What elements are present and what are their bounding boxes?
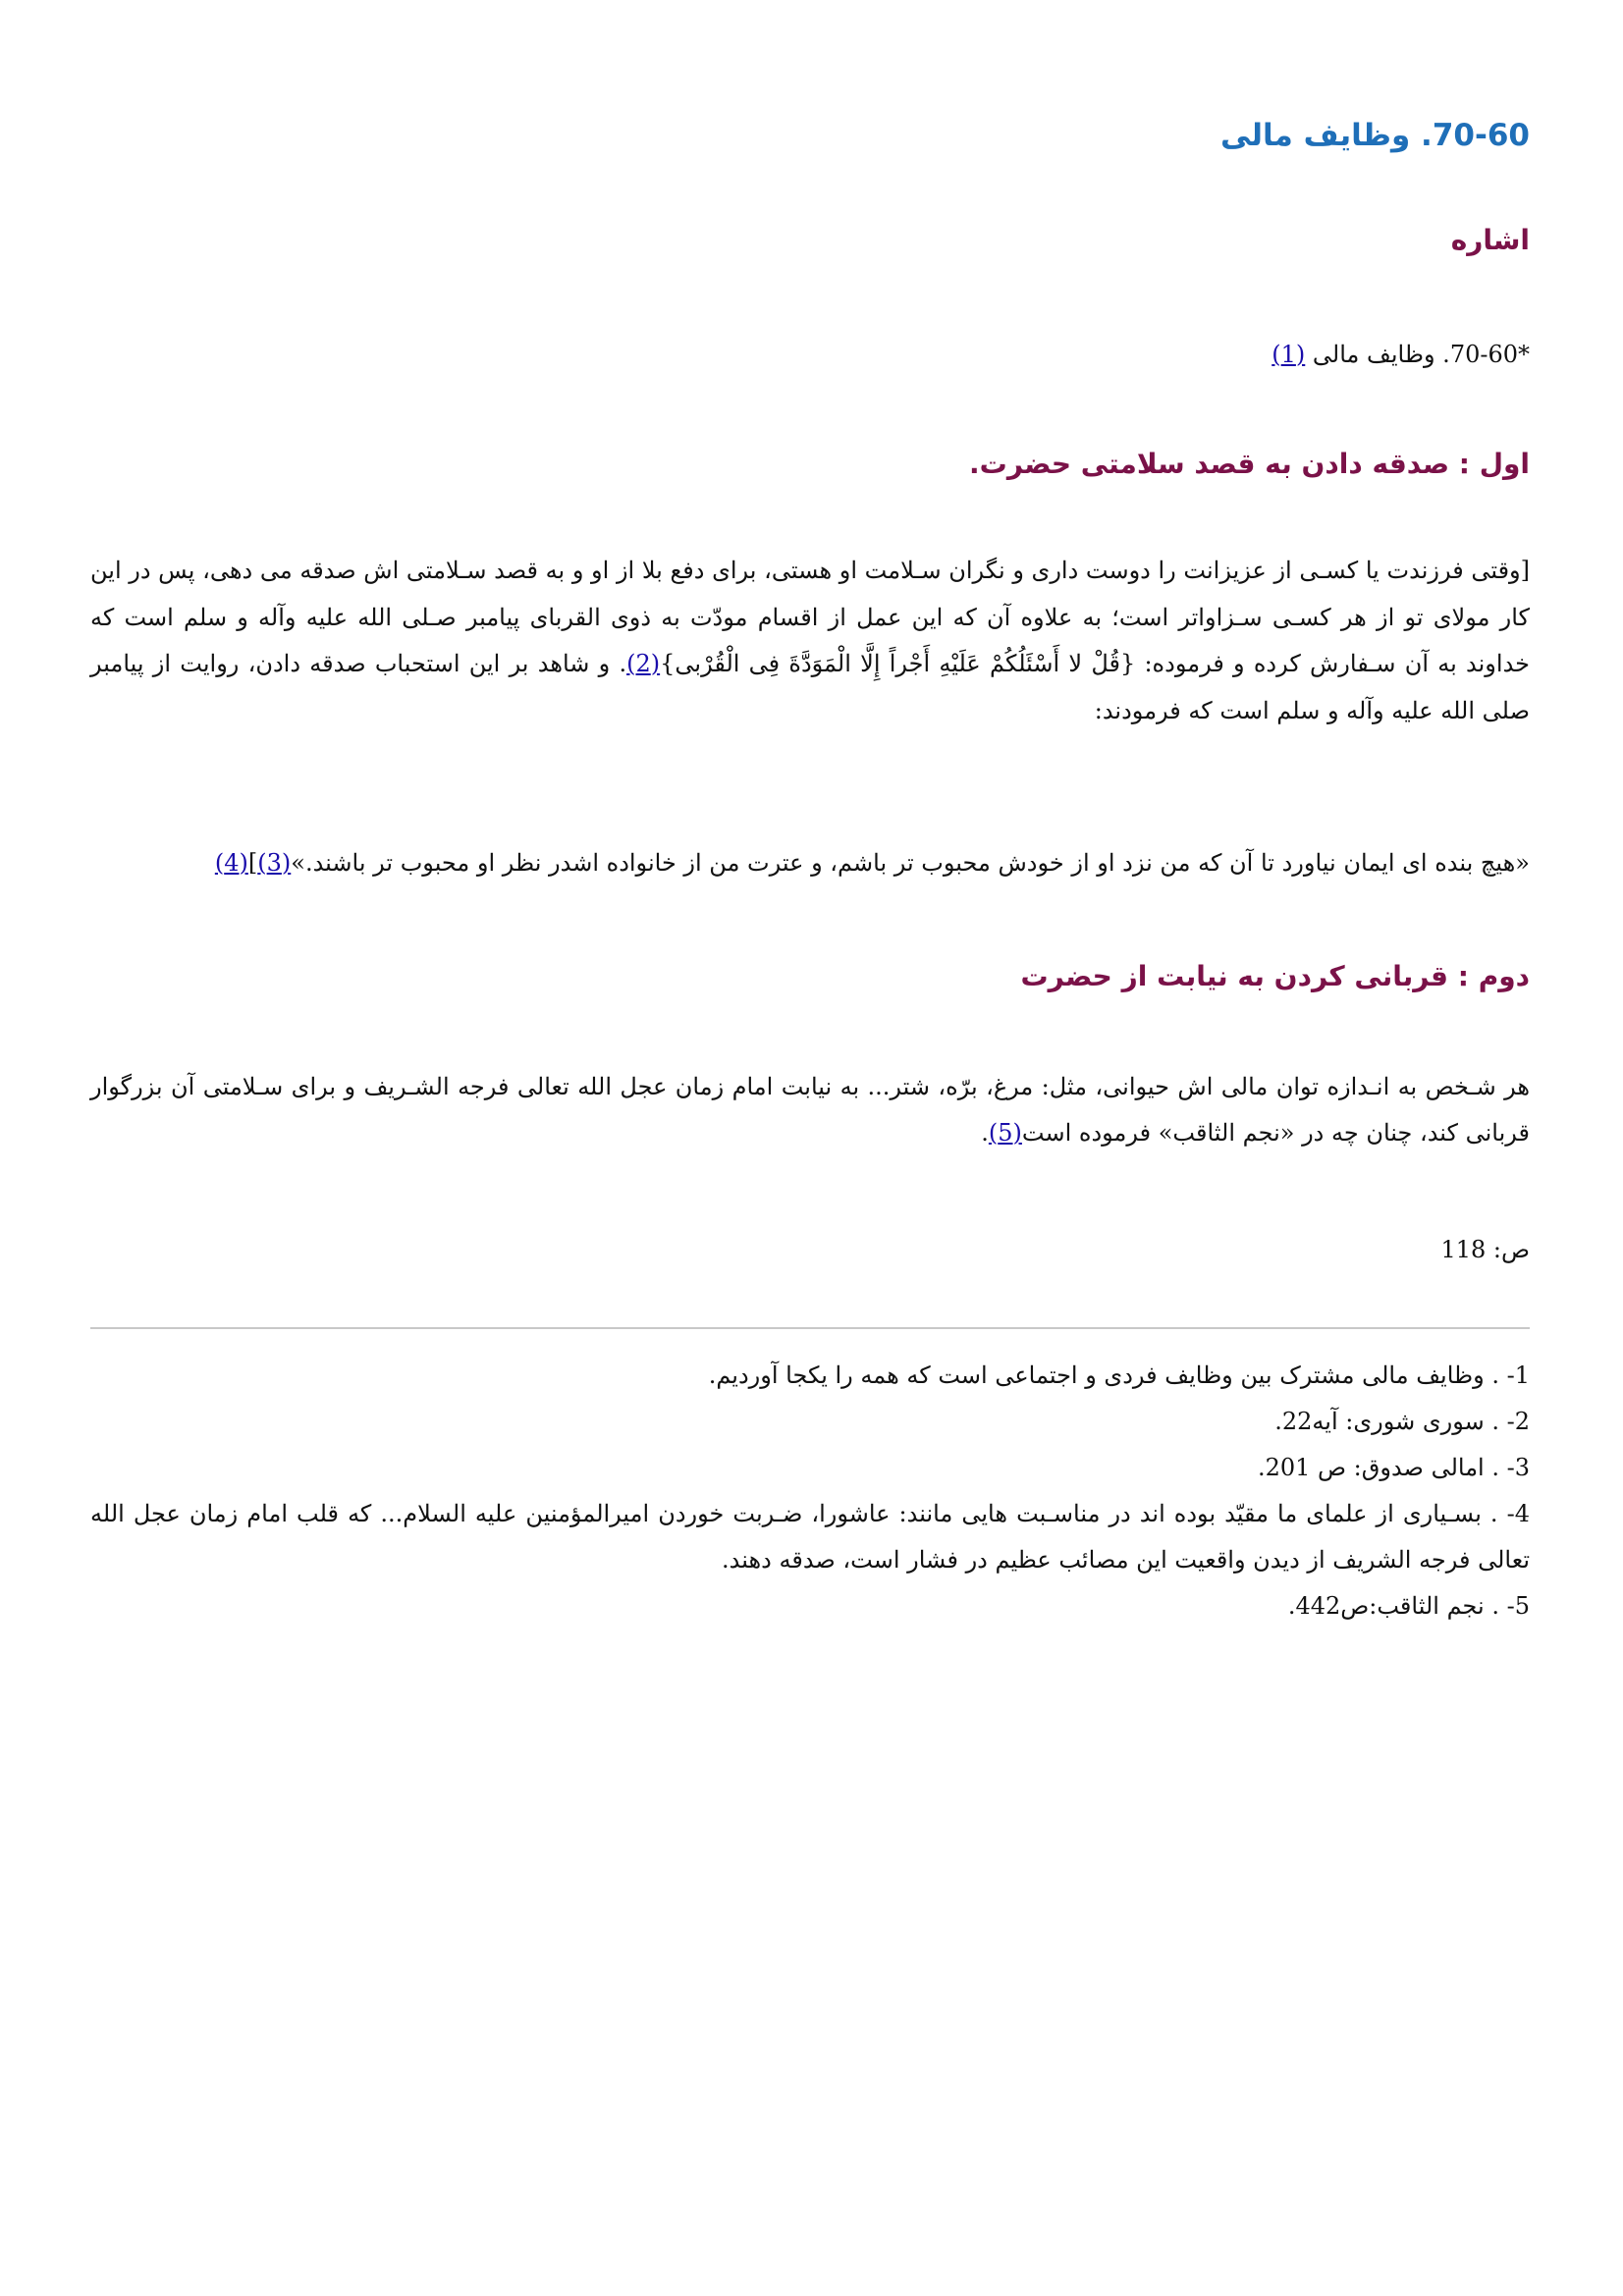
intro-line: [90, 332, 1530, 378]
footnote-divider: [90, 1327, 1530, 1329]
quote-text: «هیچ بنده ای ایمان نیاورد تا آن که من نزد او از خودش محبوب تر باشم، و عترت من از خانواده اشدر نظر او محبوب تر باشند.»: [291, 849, 1530, 877]
footnote-1: 1- . وظایف مالی مشترک بین وظایف فردی و اجتماعی است که همه را یکجا آوردیم.: [708, 1362, 1530, 1389]
footnote-4: 4- . بسـیاری از علمای ما مقیّد بوده اند در مناسـبت هایی مانند: عاشورا، ضـربت خوردن امیرالمؤمنین علیه السلام... که قلب امام زمان عجل الله تعالی فرجه الشریف از دیدن واقعیت این مصائب عظیم در فشار است، صدقه دهند.: [90, 1500, 1531, 1574]
section1-text-part2: . و شاهد بر این استحباب صدقه دادن، روایت از پیامبر صلی الله علیه وآله و سلم است که فرمودند:: [90, 650, 1530, 724]
footnote-link-5[interactable]: (5): [988, 1119, 1022, 1147]
section1-title: اول : صدقه دادن به قصد سلامتی حضرت.: [969, 448, 1530, 480]
footnote-link-1[interactable]: (1): [1271, 341, 1306, 368]
footnote-3: 3- . امالی صدوق: ص 201.: [1257, 1454, 1530, 1481]
section1-text-part1: [وقتی فرزندت یا کسـی از عزیزانت را دوست داری و نگران سـلامت او هستی، برای دفع بلا از او و به قصد سـلامتی اش صدقه می دهی، پس در این کار مولای تو از هر کسـی سـزاواتر است؛ به علاوه آن که این عمل از اقسام مودّت به ذوی القربای پیامبر صـلی الله علیه وآله و سلم است که خداوند به آن سـفارش کرده و فرموده: {قُلْ لا أَسْئَلُکُمْ عَلَیْهِ أَجْراً إِلَّا الْمَوَدَّةَ فِی الْقُرْبی}: [90, 557, 1530, 677]
hadith-quote: [90, 840, 1530, 886]
section1-paragraph: [90, 548, 1530, 734]
section2-title: دوم : قربانی کردن به نیابت از حضرت: [1020, 960, 1530, 992]
chapter-heading: 70-60. وظایف مالی: [1219, 118, 1530, 153]
footnote-link-3[interactable]: (3): [257, 849, 292, 877]
footnote-5: 5- . نجم الثاقب:ص442.: [1287, 1592, 1530, 1620]
footnote-2: 2- . سوری شوری: آیه22.: [1274, 1408, 1530, 1435]
footnotes: [90, 1353, 1530, 1629]
page-number: ص: 118: [1440, 1236, 1530, 1263]
intro-text: *70-60. وظایف مالی: [1305, 341, 1530, 368]
footnote-link-4[interactable]: (4): [214, 849, 248, 877]
footnote-link-2[interactable]: (2): [626, 650, 661, 677]
quote-bracket: ]: [247, 849, 258, 877]
section-label: اشاره: [1450, 224, 1530, 256]
section2-text: هر شـخص به انـدازه توان مالی اش حیوانی، مثل: مرغ، برّه، شتر... به نیابت امام زمان عجل الله تعالی فرجه الشـریف و برای سـلامتی آن بزرگوار قربانی کند، چنان چه در «نجم الثاقب» فرموده است: [90, 1073, 1530, 1147]
section2-text-end: .: [981, 1119, 989, 1147]
section2-paragraph: [90, 1064, 1530, 1156]
